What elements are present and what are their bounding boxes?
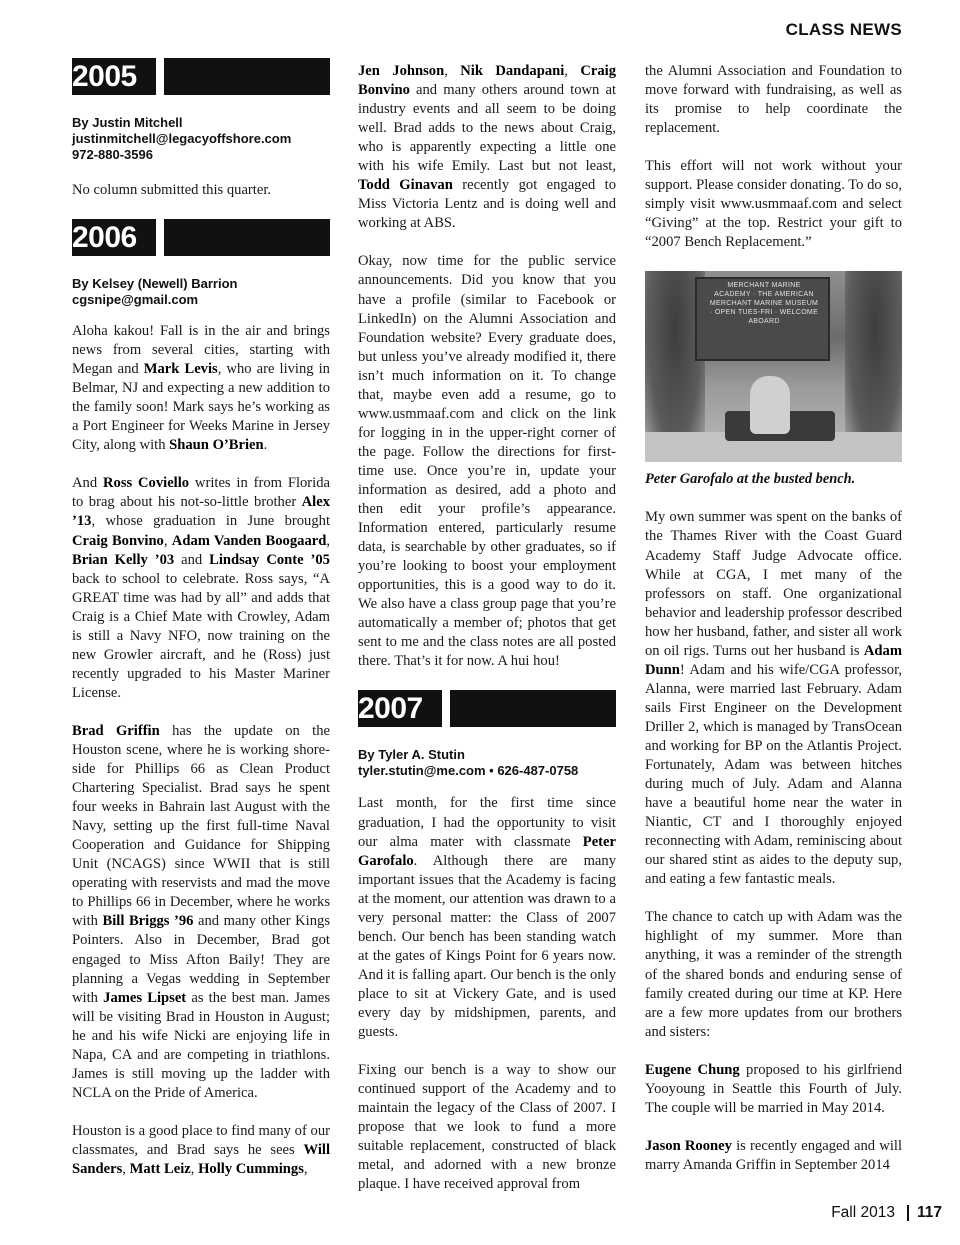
paragraph-2006-2: And Ross Coviello writes in from Florida to brag about his not-so-little brother Alex ’13, whose graduation in June brought Craig Bonvino, Adam Vanden Boogaard, Brian Kelly ’03 and Lindsay Conte ’05 back to school to celebrate. Ross says, “A GREAT time was had by all” and adds that Craig is a Chief Mate with Crowley, Adam is still a Navy NFO, now training on the new Growler aircraft, and he (Ross) just recently upgraded to his Master Mariner License. — [72, 475, 330, 701]
year-header-2005 — [72, 58, 330, 95]
photo-caption: Peter Garofalo at the busted bench. — [645, 471, 856, 488]
year-header-2007 — [358, 690, 616, 727]
year-label-2007: 2007 — [358, 690, 442, 727]
person — [750, 376, 790, 434]
phone-2005: 972-880-3596 — [72, 147, 153, 162]
column-3 — [645, 62, 902, 1175]
contact-2007: tyler.stutin@me.com • 626-487-0758 — [358, 763, 579, 779]
footer-divider — [907, 1205, 909, 1221]
paragraph-2007-2: Fixing our bench is a way to show our continued support of the Academy and to maintain the legacy of the Class of 2007. I propose that we look to fund a more suitable replacement, constructed of black metal, and adorned with a new bronze plaque. I have received approval from — [358, 1062, 616, 1193]
paragraph-2007-4: This effort will not work without your support. Please consider donating. To do so, simply visit www.usmmaaf.com and select “Giving” at the top. Restrict your gift to “2007 Bench Replacement.” — [645, 158, 902, 251]
academy-sign-text: MERCHANT MARINE ACADEMY · THE AMERICAN MERCHANT MARINE MUSEUM · OPEN TUES-FRI · WELCOME ABOARD — [709, 282, 819, 326]
paragraph-2005: No column submitted this quarter. — [72, 182, 272, 198]
paragraph-2006-6: Okay, now time for the public service announcements. Did you know that you have a profile (similar to Facebook or LinkedIn) on the Alumni Association and Foundation website? Every graduate does, but unless you’ve already modified it, there isn’t much information on it. To change that, maybe even add a resume, go to www.usmmaaf.com and click on the link for logging in in the upper-right corner of the page. Follow the directions for first-time use. Once you’re in, update your information as desired, add a photo and then edit your profile’s appearance. Information entered, particularly resume data, is searchable by other graduates, so if you’re looking to boost your employment opportunities, this is a good way to do it. We also have a class group page that you’re automatically a member of; photos that get sent to me and the class notes are all posted there. That’s it for now. A hui hou! — [358, 253, 616, 670]
paragraph-2006-4: Houston is a good place to find many of our classmates, and Brad says he sees Will Sanders, Matt Leiz, Holly Cummings, — [72, 1122, 330, 1177]
byline-2005 — [72, 115, 330, 163]
column-2 — [358, 62, 616, 1194]
section-label: CLASS NEWS — [785, 20, 902, 39]
year-label-2005: 2005 — [72, 58, 156, 95]
bench-photo — [645, 271, 902, 462]
year-bar — [450, 690, 616, 727]
paragraph-2006-5: Jen Johnson, Nik Dandapani, Craig Bonvino and many others around town at industry events and all seem to be doing well. Brad adds to the news about Craig, who is apparently expecting a little one with his wife Emily. Last but not least, Todd Ginavan recently got engaged to Miss Victoria Lentz and is doing well and working at ABS. — [358, 63, 617, 232]
paragraph-2007-1: Last month, for the first time since graduation, I had the opportunity to visit our alma mater with classmate Peter Garofalo. Although there are many important issues that the Academy is facing at the moment, our attention was drawn to a very personal matter: the Class of 2007 bench. Our bench has been standing watch at the gates of Kings Point for 6 years now. And it is falling apart. Our bench is the only place to sit at Vickery Gate, and is used every day by midshipmen, parents, and guests. — [358, 795, 616, 1041]
paragraph-2007-6: The chance to catch up with Adam was the highlight of my summer. More than anything, it was a reminder of the strength of the shared bonds and enduring sense of family created during our time at KP. Here are a few more updates from our brothers and sisters: — [645, 909, 902, 1040]
page-footer — [831, 1204, 942, 1222]
author-2007: By Tyler A. Stutin — [358, 747, 465, 763]
author-2005: By Justin Mitchell — [72, 115, 183, 130]
issue-label: Fall 2013 — [831, 1204, 895, 1221]
year-header-2006 — [72, 219, 330, 256]
paragraph-2006-3: Brad Griffin has the update on the Houston scene, where he is working shore-side for Phillips 66 as Clean Product Chartering Specialist. Brad says he spent four weeks in Bahrain last August with the Navy, setting up the first full-time Naval Cooperation and Guidance for Shipping Unit (NCAGS) since WWII that is still operating with reservists and mad the move to Phillips 66 in December, where he works with Bill Briggs ’96 and many other Kings Pointers. Also in December, Brad got engaged to Miss Afton Baily! They are planning a Vegas wedding in September with James Lipset as the best man. James will be visiting Brad in Houston in August; he and his wife Nicki are enjoying life in Napa, CA and are competing in triathlons. James is still moving up the ladder with NCLA on the Pride of America. — [72, 722, 331, 1101]
paragraph-2007-5: My own summer was spent on the banks of the Thames River with the Coast Guard Academy Staff Judge Advocate office. While at CGA, I met many of the professors on staff. One organizational behavior and leadership professor described how her husband, father, and sister all work on oil rigs. Turns out her husband is Adam Dunn! Adam and his wife/CGA professor, Alanna, were married last February. Adam sails First Engineer on the Development Driller 2, which is managed by TransOcean and working for BP on the Atlantis Project. Fortunately, Adam was between hitches during much of July. Adam and Alanna have a beautiful home near the water in Niantic, CT and I thoroughly enjoyed reconnecting with Adam, reminiscing about our shared stint as aides to the deputy sup, and eating a few fantastic meals. — [645, 509, 902, 888]
year-label-2006: 2006 — [72, 219, 156, 256]
year-bar — [164, 58, 330, 95]
page-number: 117 — [916, 1204, 942, 1221]
year-bar — [164, 219, 330, 256]
paragraph-2007-7: Eugene Chung proposed to his girlfriend Yooyoung in Seattle this Fourth of July. The couple will be married in May 2014. — [645, 1061, 902, 1116]
paragraph-2006-1: Aloha kakou! Fall is in the air and brings news from several cities, starting with Megan and Mark Levis, who are living in Belmar, NJ and expecting a new addition to the family soon! Mark says he’s working as a Port Engineer for Weeks Marine in Jersey City, along with Shaun O’Brien. — [72, 323, 330, 454]
paragraph-2007-3: the Alumni Association and Foundation to move forward with fundraising, as well as its promise to help coordinate the replacement. — [645, 63, 902, 137]
author-2006: By Kelsey (Newell) Barrion — [72, 276, 238, 292]
email-2006: cgsnipe@gmail.com — [72, 292, 199, 308]
byline-2007 — [358, 747, 616, 779]
byline-2006 — [72, 276, 330, 308]
email-2005: justinmitchell@legacyoffshore.com — [72, 131, 292, 146]
column-1 — [72, 58, 330, 1179]
paragraph-2007-8: Jason Rooney is recently engaged and will marry Amanda Griffin in September 2014 — [645, 1137, 902, 1173]
